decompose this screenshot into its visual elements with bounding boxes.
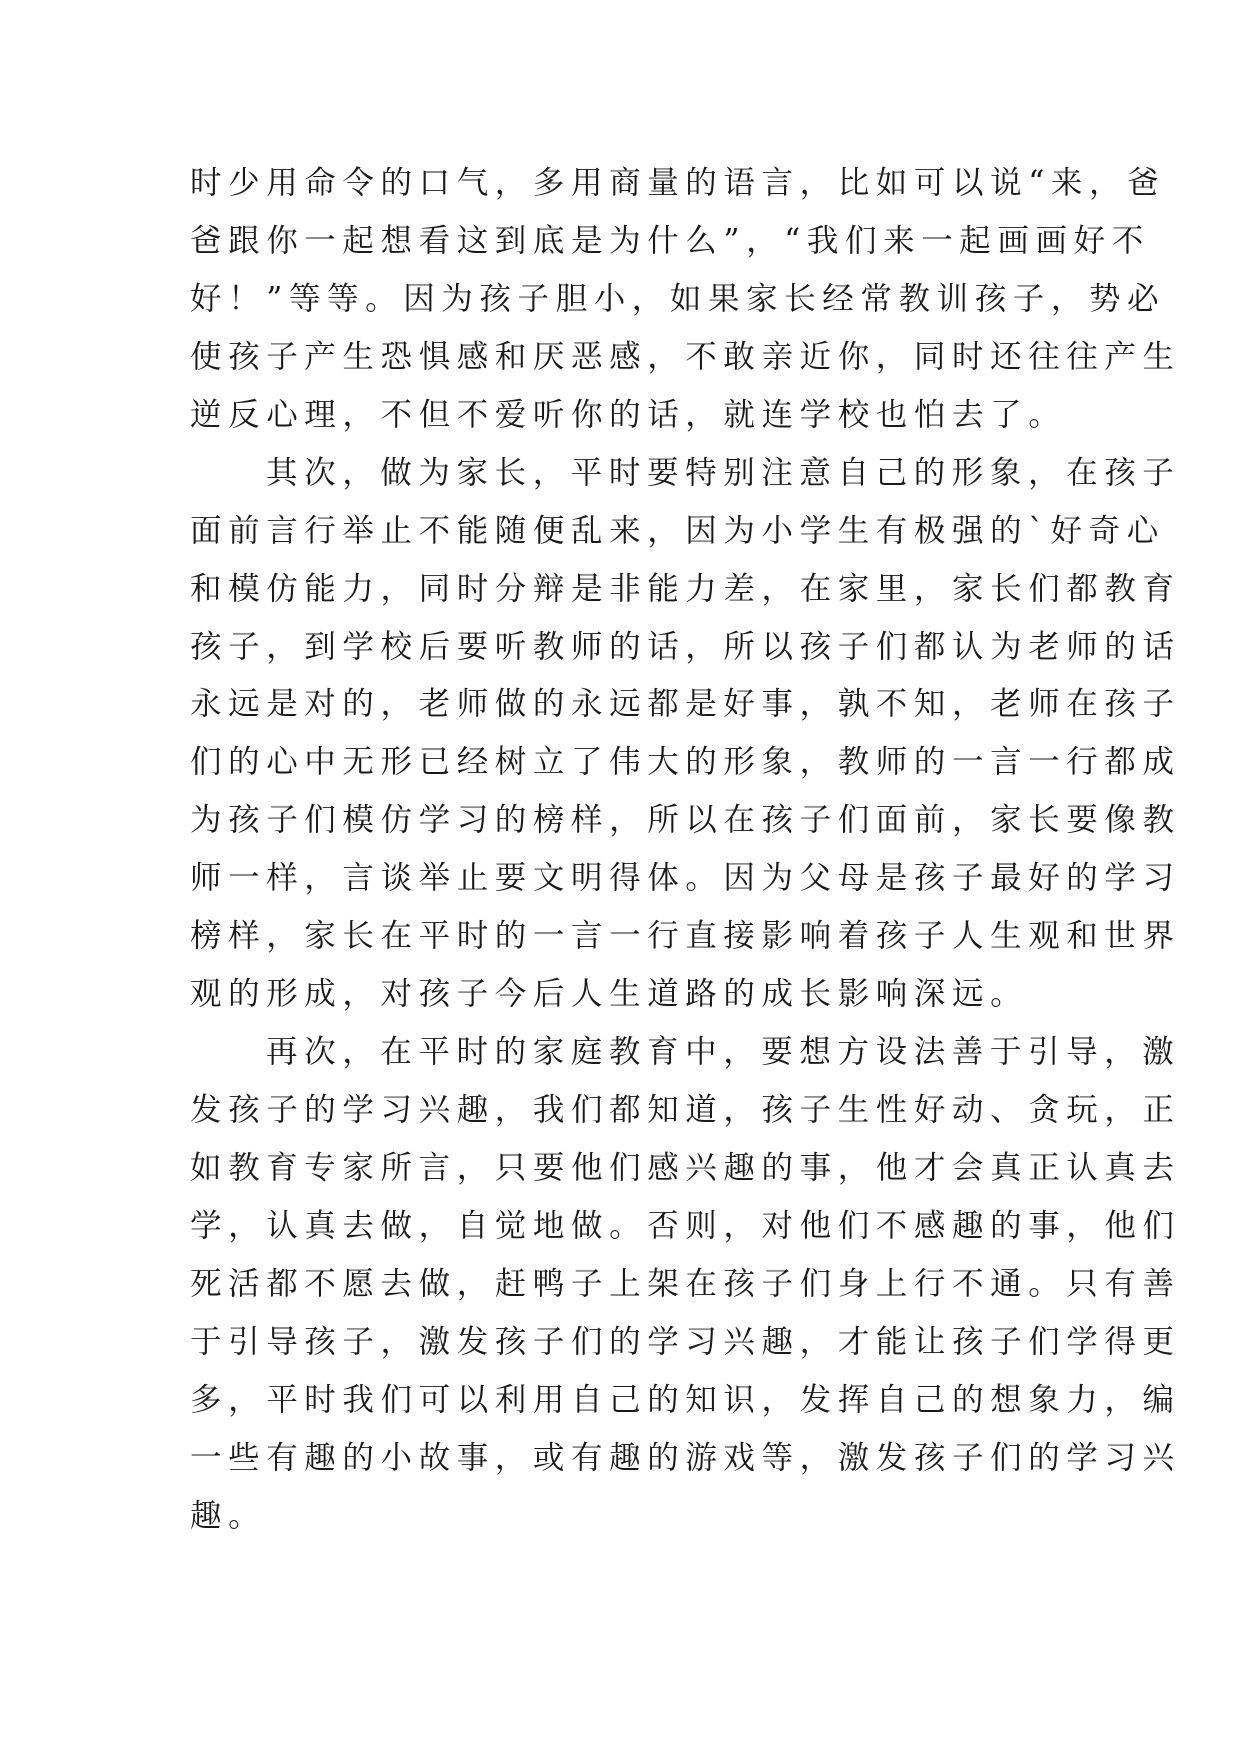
text-line: 爸跟你一起想看这到底是为什么”，“我们来一起画画好不 (190, 222, 1150, 259)
text-line: 永远是对的，老师做的永远都是好事，孰不知，老师在孩子 (190, 686, 1181, 723)
text-line: 死活都不愿去做，赶鸭子上架在孩子们身上行不通。只有善 (190, 1265, 1181, 1302)
text-line: 时少用命令的口气，多用商量的语言，比如可以说“来，爸 (190, 165, 1166, 201)
paragraph-start-line: 再次，在平时的家庭教育中，要想方设法善于引导，激 (266, 1034, 1181, 1071)
text-line: 如教育专家所言，只要他们感兴趣的事，他才会真正认真去 (190, 1149, 1181, 1186)
text-line: 好！”等等。因为孩子胆小，如果家长经常教训孩子，势必 (190, 280, 1166, 317)
text-line: 榜样，家长在平时的一言一行直接影响着孩子人生观和世界 (190, 918, 1181, 955)
text-line: 观的形成，对孩子今后人生道路的成长影响深远。 (190, 976, 1029, 1013)
text-line: 发孩子的学习兴趣，我们都知道，孩子生性好动、贪玩，正 (190, 1092, 1181, 1128)
text-line: 面前言行举止不能随便乱来，因为小学生有极强的`好奇心 (190, 512, 1165, 549)
text-line: 师一样，言谈举止要文明得体。因为父母是孩子最好的学习 (190, 860, 1181, 897)
text-line: 多，平时我们可以利用自己的知识，发挥自己的想象力，编 (190, 1381, 1181, 1418)
text-line: 为孩子们模仿学习的榜样，所以在孩子们面前，家长要像教 (190, 802, 1181, 839)
text-line: 学，认真去做，自觉地做。否则，对他们不感趣的事，他们 (190, 1207, 1181, 1244)
text-line: 和模仿能力，同时分辩是非能力差，在家里，家长们都教育 (190, 570, 1181, 607)
body-text (190, 155, 1181, 1546)
text-line: 使孩子产生恐惧感和厌恶感，不敢亲近你，同时还往往产生 (190, 338, 1181, 375)
text-line: 趣。 (190, 1497, 267, 1534)
text-line: 逆反心理，不但不爱听你的话，就连学校也怕去了。 (190, 396, 1067, 433)
text-line: 于引导孩子，激发孩子们的学习兴趣，才能让孩子们学得更 (190, 1323, 1181, 1360)
paragraph-start-line: 其次，做为家长，平时要特别注意自己的形象，在孩子 (266, 454, 1181, 491)
text-line: 们的心中无形已经树立了伟大的形象，教师的一言一行都成 (190, 744, 1181, 781)
text-line: 一些有趣的小故事，或有趣的游戏等，激发孩子们的学习兴 (190, 1439, 1181, 1476)
text-line: 孩子，到学校后要听教师的话，所以孩子们都认为老师的话 (190, 628, 1181, 665)
